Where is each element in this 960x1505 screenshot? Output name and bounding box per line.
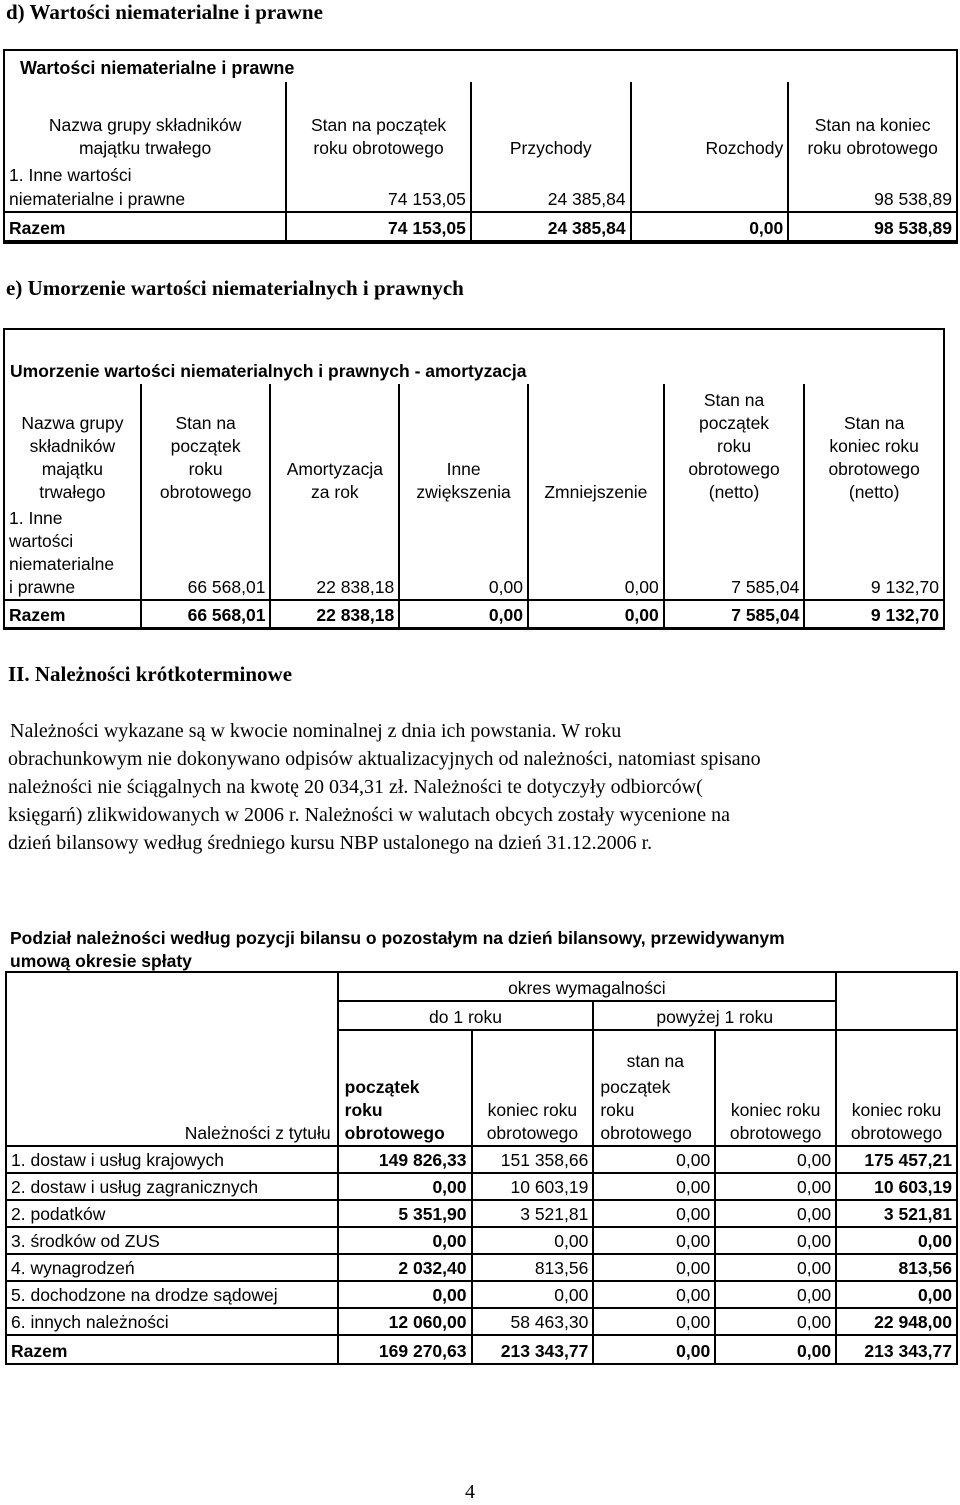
section-d-heading: d) Wartości niematerialne i prawne — [6, 0, 323, 24]
row1-name: 1. Inne wartości niematerialne i prawne — [4, 160, 286, 212]
e-total-other: 0,00 — [399, 600, 528, 628]
podzial-total-v5: 213 343,77 — [836, 1335, 957, 1364]
row-2-v3: 0,00 — [593, 1173, 715, 1200]
section-e-table — [3, 384, 945, 629]
row-1-v2: 151 358,66 — [472, 1146, 594, 1173]
e-total-start: 66 568,01 — [141, 600, 271, 628]
e-row1-dec: 0,00 — [528, 504, 664, 600]
row-1-v1: 149 826,33 — [338, 1146, 472, 1173]
col5-header: koniec roku obrotowego — [836, 1030, 957, 1146]
row-2-v5: 10 603,19 — [836, 1173, 957, 1200]
row-6-v3: 0,00 — [593, 1281, 715, 1308]
total-end: 98 538,89 — [788, 212, 957, 241]
row-name-2: 2. dostaw i usług zagranicznych — [6, 1173, 338, 1200]
row-name-4: 3. środków od ZUS — [6, 1227, 338, 1254]
empty-cell-mid — [836, 1001, 957, 1030]
podzial-title-line-1: Podział należności według pozycji bilansu o pozostałym na dzień bilansowy, przewidywanym — [10, 928, 785, 948]
col3-header: stan na początek roku obrotowego — [593, 1030, 715, 1146]
row-7-v2: 58 463,30 — [472, 1308, 594, 1335]
row-2-v4: 0,00 — [715, 1173, 836, 1200]
header-inc: Przychody — [471, 82, 631, 160]
podzial-title — [10, 927, 785, 973]
header-name: Nazwa grupy składników majątku trwałego — [4, 82, 286, 160]
row-7-v1: 12 060,00 — [338, 1308, 472, 1335]
e-total-dec: 0,00 — [528, 600, 664, 628]
e-row1-end-net: 9 132,70 — [804, 504, 944, 600]
row-3-v3: 0,00 — [593, 1200, 715, 1227]
section-ii-paragraph — [8, 717, 953, 857]
podzial-total-name: Razem — [6, 1335, 338, 1364]
e-header-other: Inne zwiększenia — [399, 384, 528, 504]
podzial-table — [5, 971, 958, 1365]
podzial-title-line-2: umową okresie spłaty — [10, 951, 192, 971]
row1-end: 98 538,89 — [788, 160, 957, 212]
row-name-6: 5. dochodzone na drodze sądowej — [6, 1281, 338, 1308]
row-6-v2: 0,00 — [472, 1281, 594, 1308]
row-3-v5: 3 521,81 — [836, 1200, 957, 1227]
e-header-decrease: Zmniejszenie — [528, 384, 664, 504]
para-line-3: należności nie ściągalnych na kwotę 20 034,31 zł. Należności te dotyczyły odbiorców( — [8, 776, 703, 798]
e-row1-other: 0,00 — [399, 504, 528, 600]
e-total-name: Razem — [4, 600, 141, 628]
para-line-1: Należności wykazane są w kwocie nominalnej z dnia ich powstania. W roku — [10, 720, 622, 742]
section-d-table — [3, 82, 958, 242]
header-start: Stan na początek roku obrotowego — [286, 82, 471, 160]
podzial-total-v3: 0,00 — [593, 1335, 715, 1364]
row-5-v1: 2 032,40 — [338, 1254, 472, 1281]
do1-header: do 1 roku — [338, 1001, 594, 1030]
col4-header: koniec roku obrotowego — [715, 1030, 836, 1146]
para-line-2: obrachunkowym nie dokonywano odpisów aktualizacyjnych od należności, natomiast spisano — [8, 748, 761, 770]
row1-start: 74 153,05 — [286, 160, 471, 212]
header-dec: Rozchody — [631, 82, 789, 160]
col1-header: początek roku obrotowego — [338, 1030, 472, 1146]
row-4-v4: 0,00 — [715, 1227, 836, 1254]
e-row1-start: 66 568,01 — [141, 504, 271, 600]
podzial-total-v1: 169 270,63 — [338, 1335, 472, 1364]
e-row1-amort: 22 838,18 — [270, 504, 399, 600]
row-4-v3: 0,00 — [593, 1227, 715, 1254]
para-line-4: księgarń) zlikwidowanych w 2006 r. Należności w walutach obcych zostały wycenione na — [8, 804, 730, 826]
e-row1-start-net: 7 585,04 — [664, 504, 805, 600]
e-header-end-net: Stan na koniec roku obrotowego (netto) — [804, 384, 944, 504]
row-6-v1: 0,00 — [338, 1281, 472, 1308]
e-header-name: Nazwa grupy składników majątku trwałego — [4, 384, 141, 504]
podzial-total-v2: 213 343,77 — [472, 1335, 594, 1364]
e-header-start: Stan na początek roku obrotowego — [141, 384, 271, 504]
row-name-3: 2. podatków — [6, 1200, 338, 1227]
section-e-heading: e) Umorzenie wartości niematerialnych i prawnych — [6, 276, 464, 300]
total-dec: 0,00 — [631, 212, 789, 241]
row-name-7: 6. innych należności — [6, 1308, 338, 1335]
col2-header: koniec roku obrotowego — [472, 1030, 594, 1146]
row-1-v4: 0,00 — [715, 1146, 836, 1173]
okres-header: okres wymagalności — [338, 972, 836, 1001]
section-e-table-title: Umorzenie wartości niematerialnych i prawnych - amortyzacja — [10, 361, 527, 381]
row-7-v4: 0,00 — [715, 1308, 836, 1335]
e-header-start-net: Stan na początek roku obrotowego (netto) — [664, 384, 805, 504]
row-5-v5: 813,56 — [836, 1254, 957, 1281]
podzial-total-v4: 0,00 — [715, 1335, 836, 1364]
row-name-1: 1. dostaw i usług krajowych — [6, 1146, 338, 1173]
e-header-amort: Amortyzacja za rok — [270, 384, 399, 504]
row1-inc: 24 385,84 — [471, 160, 631, 212]
row-5-v3: 0,00 — [593, 1254, 715, 1281]
row-1-v3: 0,00 — [593, 1146, 715, 1173]
row-3-v1: 5 351,90 — [338, 1200, 472, 1227]
e-total-start-net: 7 585,04 — [664, 600, 805, 628]
row-7-v3: 0,00 — [593, 1308, 715, 1335]
section-ii-heading: II. Należności krótkoterminowe — [8, 662, 293, 686]
empty-cell-top — [836, 972, 957, 1001]
row-6-v5: 0,00 — [836, 1281, 957, 1308]
e-total-amort: 22 838,18 — [270, 600, 399, 628]
row1-dec — [631, 160, 789, 212]
total-name: Razem — [4, 212, 286, 241]
row-5-v4: 0,00 — [715, 1254, 836, 1281]
header-end: Stan na koniec roku obrotowego — [788, 82, 957, 160]
row-5-v2: 813,56 — [472, 1254, 594, 1281]
row-3-v4: 0,00 — [715, 1200, 836, 1227]
row-4-v1: 0,00 — [338, 1227, 472, 1254]
e-row1-name: 1. Inne wartości niematerialne i prawne — [4, 504, 141, 600]
row-1-v5: 175 457,21 — [836, 1146, 957, 1173]
row-2-v1: 0,00 — [338, 1173, 472, 1200]
row-3-v2: 3 521,81 — [472, 1200, 594, 1227]
row-4-v5: 0,00 — [836, 1227, 957, 1254]
total-start: 74 153,05 — [286, 212, 471, 241]
section-d-table-title: Wartości niematerialne i prawne — [20, 58, 295, 78]
row-2-v2: 10 603,19 — [472, 1173, 594, 1200]
row-6-v4: 0,00 — [715, 1281, 836, 1308]
page-number: 4 — [465, 1481, 475, 1503]
col-title: Należności z tytułu — [6, 972, 338, 1146]
row-7-v5: 22 948,00 — [836, 1308, 957, 1335]
e-total-end-net: 9 132,70 — [804, 600, 944, 628]
row-name-5: 4. wynagrodzeń — [6, 1254, 338, 1281]
powyzej-header: powyżej 1 roku — [593, 1001, 836, 1030]
total-inc: 24 385,84 — [471, 212, 631, 241]
row-4-v2: 0,00 — [472, 1227, 594, 1254]
para-line-5: dzień bilansowy według średniego kursu NBP ustalonego na dzień 31.12.2006 r. — [8, 832, 653, 854]
